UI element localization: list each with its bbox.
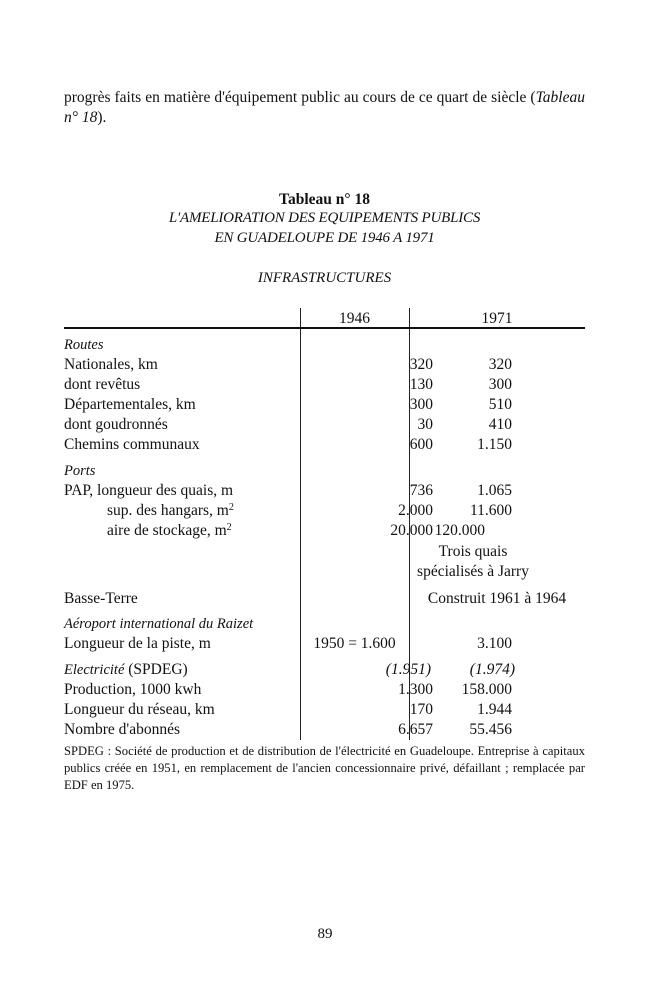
row-label-text: aire de stockage, m: [107, 522, 227, 539]
port-note-line1: Trois quais: [438, 543, 508, 560]
table-row: [64, 501, 585, 521]
cell-1971: 1.150: [477, 436, 512, 453]
table-subtitle-line1: L'AMELIORATION DES EQUIPEMENTS PUBLICS: [168, 210, 481, 226]
cell-1946: 30: [417, 416, 433, 433]
table-row: [64, 375, 585, 395]
table-row: [64, 589, 585, 609]
cell-1946: (1.951): [385, 661, 431, 678]
table-section-title: INFRASTRUCTURES: [257, 270, 392, 286]
group-label: Ports: [64, 463, 96, 479]
table-header-row: [64, 309, 585, 329]
table-row: [64, 481, 585, 501]
group-heading-routes: [64, 335, 585, 355]
table-subtitle-line2: EN GUADELOUPE DE 1946 A 1971: [214, 230, 435, 246]
cell-1946: 1950 = 1.600: [313, 635, 396, 652]
group-heading-electricity: [64, 660, 585, 680]
table-row: [64, 355, 585, 375]
group-heading-ports: [64, 461, 585, 481]
cell-1971: 11.600: [469, 502, 512, 519]
intro-table-reference: Tableau n° 18: [64, 89, 585, 126]
cell-1971: 55.456: [469, 721, 512, 738]
cell-1946: 6.657: [398, 721, 433, 738]
table-row: [64, 521, 585, 541]
intro-text: progrès faits en matière d'équipement public au cours de ce quart de siècle (: [64, 89, 536, 106]
group-label-plain: (SPDEG): [124, 661, 188, 678]
row-label: [107, 501, 234, 521]
row-label: Nombre d'abonnés: [64, 721, 181, 738]
table-row: [64, 720, 585, 740]
row-label: Basse-Terre: [64, 590, 138, 607]
cell-1971: 410: [488, 416, 512, 433]
table-row: [64, 700, 585, 720]
intro-text-end: ).: [97, 109, 107, 126]
superscript: 2: [228, 502, 234, 513]
column-header-1946: 1946: [339, 310, 370, 327]
row-label: [107, 521, 232, 541]
intro-paragraph: [64, 88, 585, 128]
row-label: Départementales, km: [64, 396, 196, 413]
table-row: [64, 395, 585, 415]
cell-1971: (1.974): [469, 661, 515, 678]
table-row: [64, 415, 585, 435]
cell-1971: 300: [488, 376, 512, 393]
table-footnote: SPDEG : Société de production et de distribution de l'électricité en Guadeloupe. Entreprise à capitaux publics créée en 1951, en remplacement de l'ancien concessionnaire privé, défaillant ; remplacée par EDF en 1975.: [64, 744, 585, 792]
row-label: dont goudronnés: [64, 416, 168, 433]
group-label-italic: Electricité: [64, 662, 125, 678]
cell-1946: 2.000: [398, 502, 433, 519]
row-label: Longueur du réseau, km: [64, 701, 215, 718]
table-title: Tableau n° 18: [279, 191, 370, 208]
table-row: [64, 634, 585, 654]
cell-1946: 1.300: [398, 681, 433, 698]
cell-1971: 1.065: [477, 482, 512, 499]
page-number: 89: [317, 926, 333, 942]
table-row-note: [64, 542, 585, 562]
cell-1946: 300: [409, 396, 433, 413]
row-label: Longueur de la piste, m: [64, 635, 211, 652]
row-label: Chemins communaux: [64, 436, 200, 453]
cell-1946: 600: [409, 436, 433, 453]
row-label: dont revêtus: [64, 376, 141, 393]
row-label: PAP, longueur des quais, m: [64, 482, 234, 499]
cell-1946: 20.000: [390, 522, 433, 539]
group-label: Aéroport international du Raizet: [64, 616, 254, 632]
table-row-note: [64, 562, 585, 582]
row-label: Production, 1000 kwh: [64, 681, 202, 698]
group-label: [64, 660, 188, 680]
port-note-line2: spécialisés à Jarry: [417, 563, 529, 580]
row-label: Nationales, km: [64, 356, 158, 373]
cell-1971: 320: [488, 356, 512, 373]
column-header-1971: 1971: [481, 310, 513, 327]
cell-1971: 510: [488, 396, 512, 413]
cell-1971: 3.100: [477, 635, 512, 652]
cell-1971: 158.000: [461, 681, 512, 698]
cell-1946: 170: [409, 701, 433, 718]
cell-1946: 130: [409, 376, 433, 393]
group-heading-airport: [64, 614, 585, 634]
table-row: [64, 680, 585, 700]
cell-1946: 320: [409, 356, 433, 373]
group-label: Routes: [64, 337, 104, 353]
cell-1971: Construit 1961 à 1964: [427, 590, 567, 607]
cell-1946: 736: [409, 482, 433, 499]
superscript: 2: [226, 522, 232, 533]
row-label-text: sup. des hangars, m: [107, 502, 229, 519]
table-row: [64, 435, 585, 455]
cell-1971: 1.944: [477, 701, 512, 718]
cell-1971: 120.000: [434, 522, 485, 539]
